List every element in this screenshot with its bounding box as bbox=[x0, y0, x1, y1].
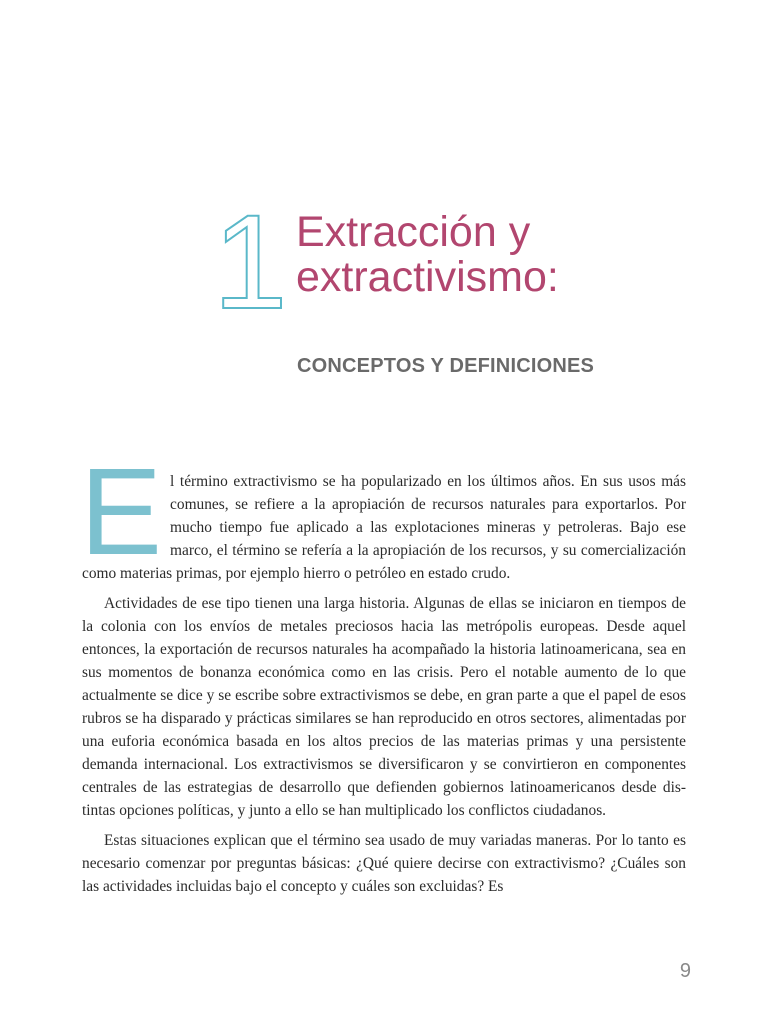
chapter-title bbox=[296, 210, 559, 300]
paragraph-1 bbox=[80, 444, 686, 585]
page-number: 9 bbox=[679, 960, 691, 982]
drop-cap: E bbox=[80, 444, 163, 581]
chapter-number: 1 bbox=[213, 188, 288, 337]
paragraph-2: Actividades de ese tipo tienen una larga historia. Algunas de ellas se iniciaron en tiempos de la colonia con los envíos de metales preciosos hacia las metrópolis europeas. Desde aquel entonces, la exportación de recursos naturales ha acompañado la historia latinoamericana, sea en sus momentos de bonanza económica como en las crisis. Pero el notable aumento de lo que actualmente se dice y se escribe sobre extractivismos se debe, en gran parte a que el papel de esos rubros se ha disparado y prácticas similares se han reproducido en otros sectores, alimentadas por una euforia económica basada en los altos precios de las materias primas y una persistente demanda internacional. Los extractivismos se diversificaron y se convirtieron en componentes centrales de las estrategias de desarrollo que defienden gobiernos latinoamericanos desde distintas opciones políticas, y junto a ello se han multiplicado los conflictos ciudadanos. bbox=[82, 595, 686, 819]
chapter-subtitle: CONCEPTOS Y DEFINICIONES bbox=[297, 355, 595, 377]
paragraph-1-text: l término extractivismo se ha popularizado en los últimos años. En sus usos más comunes, se refiere a la apropiación de recursos naturales para exportarlos. Por mucho tiempo fue aplicado a las explotaciones mineras y petroleras. Bajo ese marco, el término se refería a la apropiación de los recursos, y su comercialización como materias primas, por ejemplo hierro o petróleo en estado crudo. bbox=[82, 473, 686, 582]
chapter-title-line-2: extractivismo: bbox=[296, 253, 559, 301]
chapter-title-line-1: Extracción y bbox=[296, 208, 531, 256]
body-text bbox=[80, 444, 686, 898]
paragraph-3: Estas situaciones explican que el término sea usado de muy variadas maneras. Por lo tanto es necesario comenzar por preguntas básicas: ¿Qué quiere decirse con extractivismo? ¿Cuáles son las actividades incluidas bajo el concepto y cuáles son excluidas? Es bbox=[82, 832, 686, 895]
